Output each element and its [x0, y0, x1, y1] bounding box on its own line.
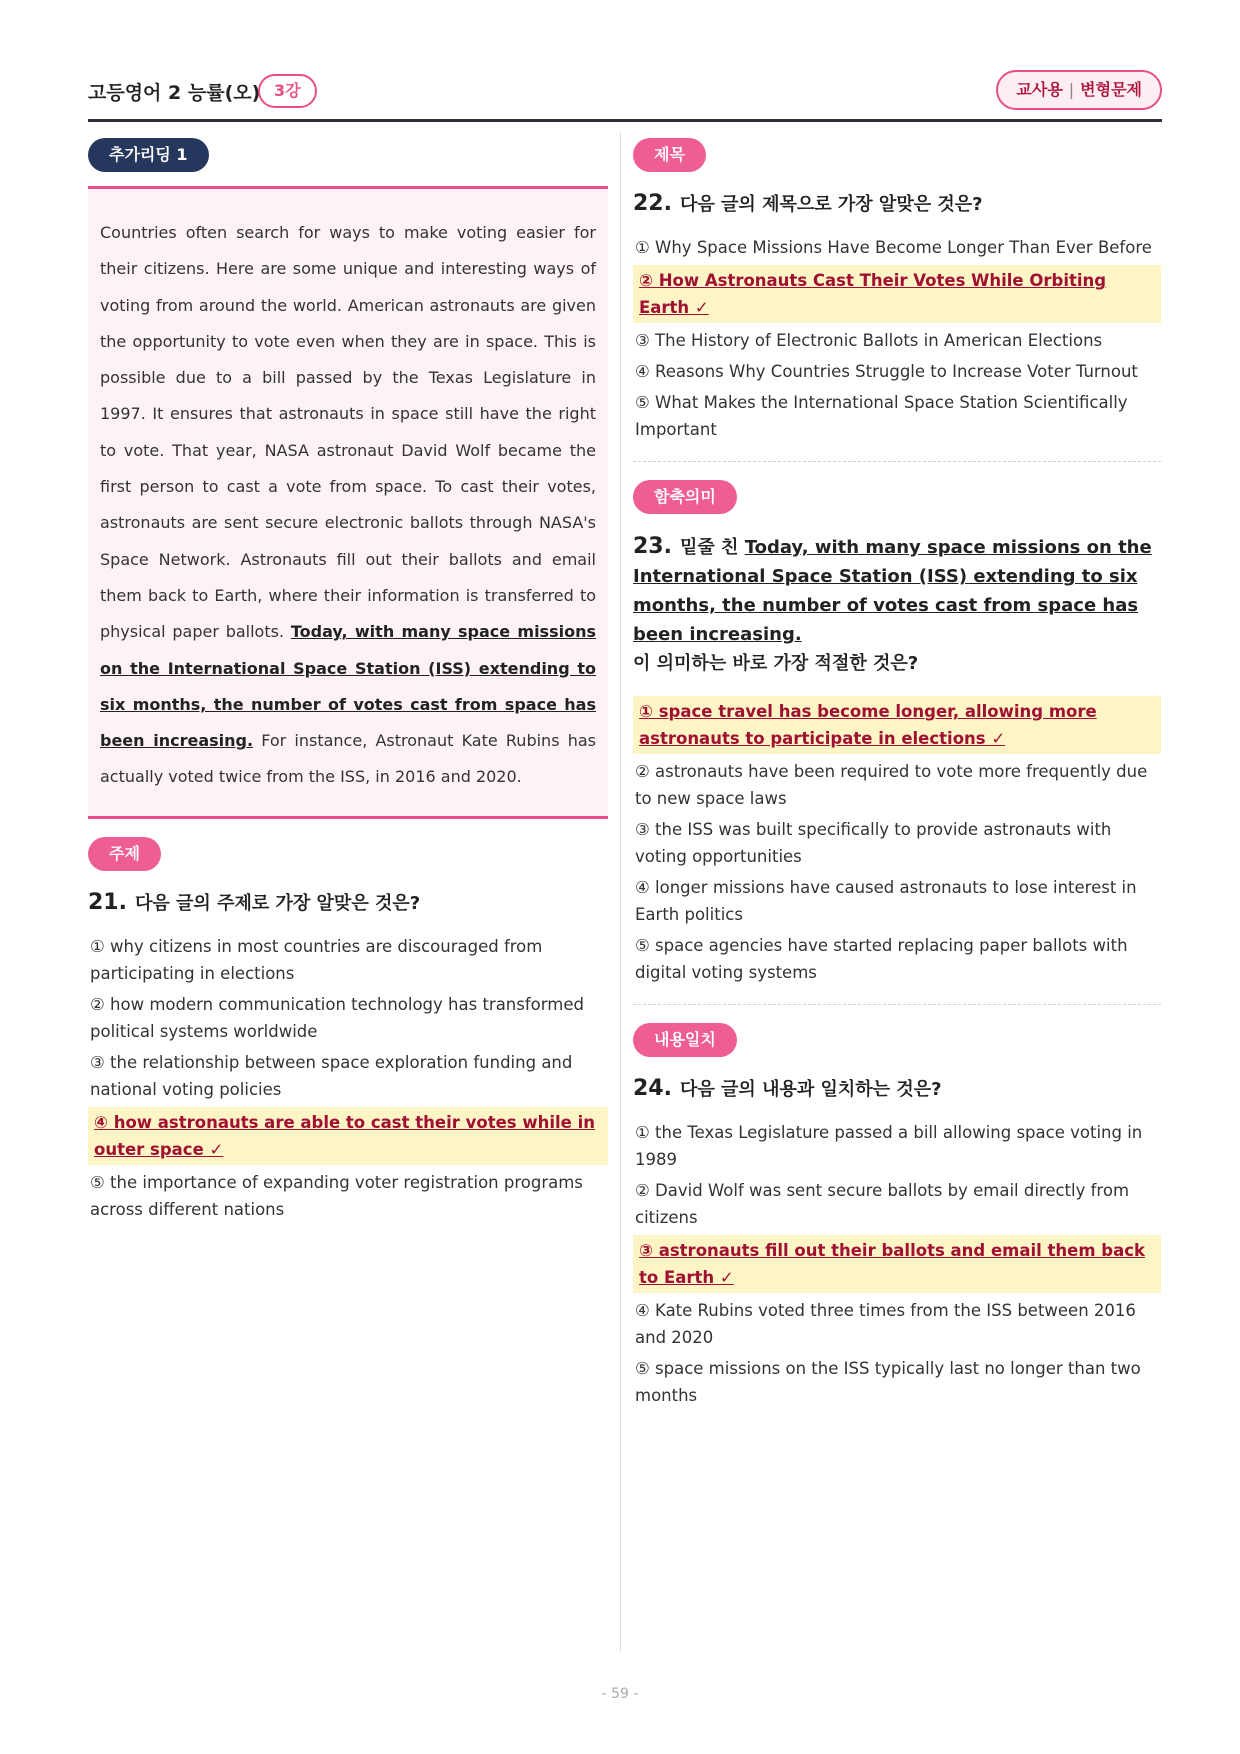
- left-column: [88, 138, 608, 1227]
- q22-option-3: ③ The History of Electronic Ballots in American Elections: [635, 331, 1103, 350]
- q23-option-5: ⑤ space agencies have started replacing paper ballots with digital voting systems: [635, 936, 1128, 982]
- q21-number: 21.: [88, 889, 127, 915]
- q21-option-3: ③ the relationship between space exploration funding and national voting policies: [90, 1052, 573, 1099]
- reading-tag: 추가리딩 1: [88, 138, 209, 172]
- q23-number: 23.: [633, 534, 672, 559]
- q24-option-3-answer: ③ astronauts fill out their ballots and email them back to Earth ✓: [633, 1235, 1161, 1293]
- q21-title: [88, 889, 608, 915]
- q24-category-tag: 내용일치: [633, 1023, 737, 1057]
- q21-option-4-answer: ④ how astronauts are able to cast their votes while in outer space ✓: [88, 1107, 608, 1165]
- q23-option-3: ③ the ISS was built specifically to provide astronauts with voting opportunities: [635, 820, 1112, 866]
- q22-option-4: ④ Reasons Why Countries Struggle to Increase Voter Turnout: [635, 362, 1138, 381]
- q22-category-tag: 제목: [633, 138, 706, 172]
- right-column: [633, 138, 1161, 1413]
- question-22: [633, 138, 1161, 443]
- q22-question: 다음 글의 제목으로 가장 알맞은 것은?: [679, 194, 983, 215]
- page-header: [88, 72, 1162, 122]
- q23-option-1-answer: ① space travel has become longer, allowing more astronauts to participate in elections ✓: [633, 696, 1161, 754]
- q24-options: [633, 1119, 1161, 1409]
- q23-question-suffix: 이 의미하는 바로 가장 적절한 것은?: [633, 653, 919, 674]
- question-24: [633, 1023, 1161, 1409]
- edition-badge: [996, 70, 1162, 110]
- reading-passage: [88, 186, 608, 819]
- q23-question-prefix: 밑줄 친: [679, 537, 745, 558]
- section-separator: [633, 1004, 1161, 1005]
- q22-options: [633, 234, 1161, 443]
- course-title: 고등영어 2 능률(오): [88, 82, 261, 104]
- edition-separator: |: [1068, 80, 1075, 99]
- q22-option-2-answer: ② How Astronauts Cast Their Votes While Orbiting Earth ✓: [633, 265, 1161, 323]
- q24-option-4: ④ Kate Rubins voted three times from the ISS between 2016 and 2020: [635, 1301, 1136, 1347]
- question-23: [633, 480, 1161, 986]
- q24-question: 다음 글의 내용과 일치하는 것은?: [679, 1079, 942, 1100]
- q23-option-4: ④ longer missions have caused astronauts to lose interest in Earth politics: [635, 878, 1137, 924]
- q21-category-tag: 주제: [88, 837, 161, 871]
- question-21: [88, 837, 608, 1223]
- passage-text-after: For instance, Astronaut Kate Rubins has actually voted twice from the ISS, in 2016 and 2020.: [100, 731, 596, 787]
- q21-option-5: ⑤ the importance of expanding voter registration programs across different nations: [90, 1172, 583, 1219]
- q23-underlined-quote: Today, with many space missions on the International Space Station (ISS) extending to six months, the number of votes cast from space has been increasing.: [633, 537, 1152, 645]
- passage-underlined-sentence: Today, with many space missions on the International Space Station (ISS) extending to six months, the number of votes cast from space has been increasing.: [100, 622, 596, 751]
- q24-title: [633, 1075, 1161, 1101]
- page-number: - 59 -: [601, 1686, 639, 1702]
- q21-option-2: ② how modern communication technology has transformed political systems worldwide: [90, 994, 584, 1041]
- q21-options: [88, 933, 608, 1223]
- q23-category-tag: 함축의미: [633, 480, 737, 514]
- variant-label: 변형문제: [1080, 80, 1142, 99]
- q24-option-2: ② David Wolf was sent secure ballots by email directly from citizens: [635, 1181, 1130, 1227]
- q22-title: [633, 190, 1161, 216]
- passage-text-before: Countries often search for ways to make voting easier for their citizens. Here are some unique and interesting ways of voting from around the world. American astronauts are given the opportunity to vote even when they are in space. This is possible due to a bill passed by the Texas Legislature in 1997. It ensures that astronauts in space still have the right to vote. That year, NASA astronaut David Wolf became the first person to cast a vote from space. To cast their votes, astronauts are sent secure electronic ballots through NASA's Space Network. Astronauts fill out their ballots and email them back to Earth, where their information is transferred to physical paper ballots.: [100, 223, 596, 642]
- q22-number: 22.: [633, 191, 672, 216]
- teacher-label: 교사용: [1016, 80, 1063, 99]
- column-divider: [620, 132, 621, 1652]
- q21-option-1: ① why citizens in most countries are discouraged from participating in elections: [90, 936, 543, 983]
- section-separator: [633, 461, 1161, 462]
- q23-title: [633, 532, 1161, 678]
- q21-question: 다음 글의 주제로 가장 알맞은 것은?: [134, 892, 421, 914]
- q23-options: [633, 696, 1161, 986]
- q24-number: 24.: [633, 1076, 672, 1101]
- q23-option-2: ② astronauts have been required to vote more frequently due to new space laws: [635, 762, 1148, 808]
- q22-option-1: ① Why Space Missions Have Become Longer Than Ever Before: [635, 238, 1152, 257]
- q24-option-1: ① the Texas Legislature passed a bill allowing space voting in 1989: [635, 1123, 1143, 1169]
- q22-option-5: ⑤ What Makes the International Space Station Scientifically Important: [635, 393, 1128, 439]
- lesson-badge: 3강: [258, 74, 317, 108]
- q24-option-5: ⑤ space missions on the ISS typically last no longer than two months: [635, 1359, 1141, 1405]
